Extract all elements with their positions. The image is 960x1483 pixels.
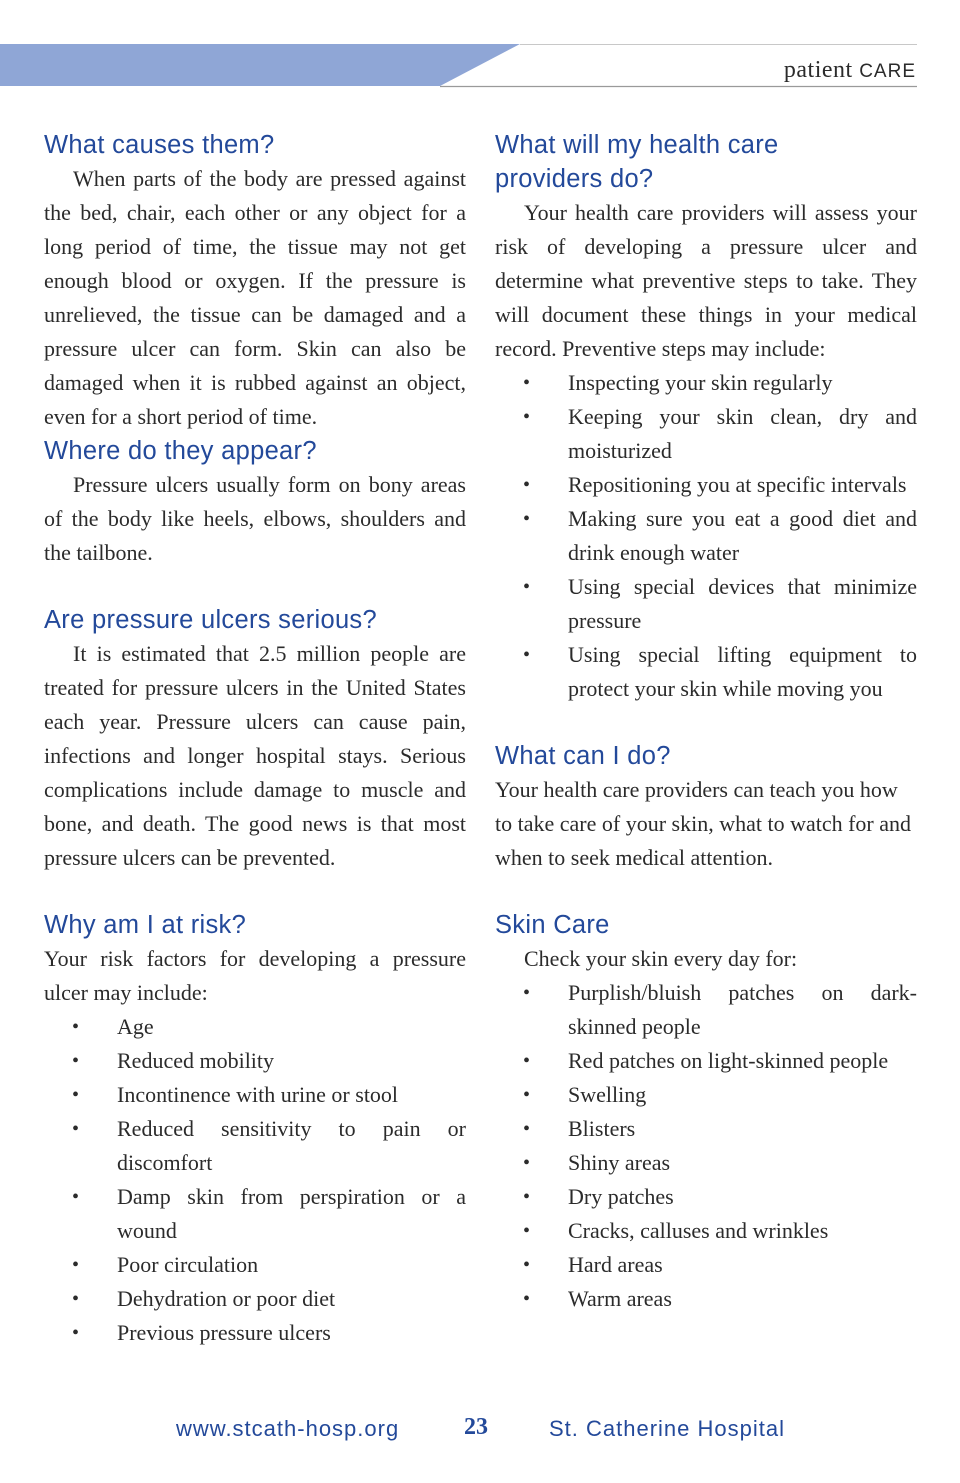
- section-label-word: CARE: [859, 61, 916, 82]
- risk-factor-list: [44, 1010, 466, 1350]
- list-item: • Warm areas: [523, 1286, 672, 1311]
- paragraph-risk-intro: Your risk factors for developing a pressure ulcer may include:: [44, 946, 466, 1005]
- heading-causes: What causes them?: [44, 131, 275, 159]
- list-item: • Purplish/bluish patches on dark-skinned people: [523, 980, 917, 1039]
- paragraph-cando: Your health care providers can teach you how to take care of your skin, what to watch for and when to seek medical attention.: [495, 777, 912, 870]
- list-item: • Inspecting your skin regularly: [523, 370, 833, 395]
- list-item: • Repositioning you at specific intervals: [523, 472, 907, 497]
- list-item: • Age: [72, 1014, 154, 1039]
- footer-url-link[interactable]: www.stcath-hosp.org: [176, 1416, 400, 1441]
- paragraph-serious: It is estimated that 2.5 million people are treated for pressure ulcers in the United States each year. Pressure ulcers can cause pain, infections and longer hospital stays. Serious complications include damage to muscle and bone, and death. The good news is that most pressure ulcers can be prevented.: [44, 641, 466, 870]
- list-item: • Blisters: [523, 1116, 636, 1141]
- header-band-graphic: [0, 0, 960, 100]
- header-banner: [0, 0, 960, 100]
- list-item: • Shiny areas: [523, 1150, 671, 1175]
- right-column: [495, 128, 917, 1316]
- list-item: • Incontinence with urine or stool: [72, 1082, 399, 1107]
- paragraph-appear: Pressure ulcers usually form on bony areas of the body like heels, elbows, shoulders and the tailbone.: [44, 472, 466, 565]
- list-item: • Swelling: [523, 1082, 647, 1107]
- list-item: • Dry patches: [523, 1184, 674, 1209]
- list-item: • Red patches on light-skinned people: [523, 1048, 889, 1073]
- paragraph-providers: Your health care providers will assess your risk of developing a pressure ulcer and determine what preventive steps to take. They will document these things in your medical record. Preventive steps may include:: [495, 200, 917, 361]
- skin-check-list: [495, 976, 917, 1316]
- list-item: • Damp skin from perspiration or a wound: [72, 1184, 466, 1243]
- heading-cando: What can I do?: [495, 742, 671, 770]
- paragraph-causes: When parts of the body are pressed against the bed, chair, each other or any object for a long period of time, the tissue may not get enough blood or oxygen. If the pressure is unrelieved, the tissue can be damaged and a pressure ulcer can form. Skin can also be damaged when it is rubbed against an object, even for a short period of time.: [44, 166, 466, 429]
- section-label-prefix: patient: [783, 57, 853, 83]
- heading-risk: Why am I at risk?: [44, 911, 247, 939]
- list-item: • Previous pressure ulcers: [72, 1320, 331, 1345]
- list-item: • Reduced sensitivity to pain or discomfort: [72, 1116, 466, 1175]
- list-item: • Dehydration or poor diet: [72, 1286, 336, 1311]
- footer-organization: St. Catherine Hospital: [549, 1416, 785, 1441]
- list-item: • Using special lifting equipment to protect your skin while moving you: [523, 642, 917, 701]
- list-item: • Poor circulation: [72, 1252, 259, 1277]
- paragraph-skincare-intro: Check your skin every day for:: [524, 946, 798, 971]
- section-label: [784, 57, 916, 84]
- list-item: • Making sure you eat a good diet and drink enough water: [523, 506, 917, 565]
- heading-providers: What will my health care providers do?: [495, 131, 779, 193]
- heading-appear: Where do they appear?: [44, 437, 317, 465]
- page-number: 23: [464, 1414, 488, 1440]
- heading-skincare: Skin Care: [495, 911, 610, 939]
- preventive-steps-list: [495, 366, 917, 706]
- heading-serious: Are pressure ulcers serious?: [44, 606, 377, 634]
- list-item: • Reduced mobility: [72, 1048, 275, 1073]
- page-footer: [0, 1416, 960, 1452]
- list-item: • Using special devices that minimize pressure: [523, 574, 917, 633]
- list-item: • Hard areas: [523, 1252, 663, 1277]
- list-item: • Cracks, calluses and wrinkles: [523, 1218, 829, 1243]
- list-item: • Keeping your skin clean, dry and moisturized: [523, 404, 917, 463]
- left-column: [44, 128, 466, 1350]
